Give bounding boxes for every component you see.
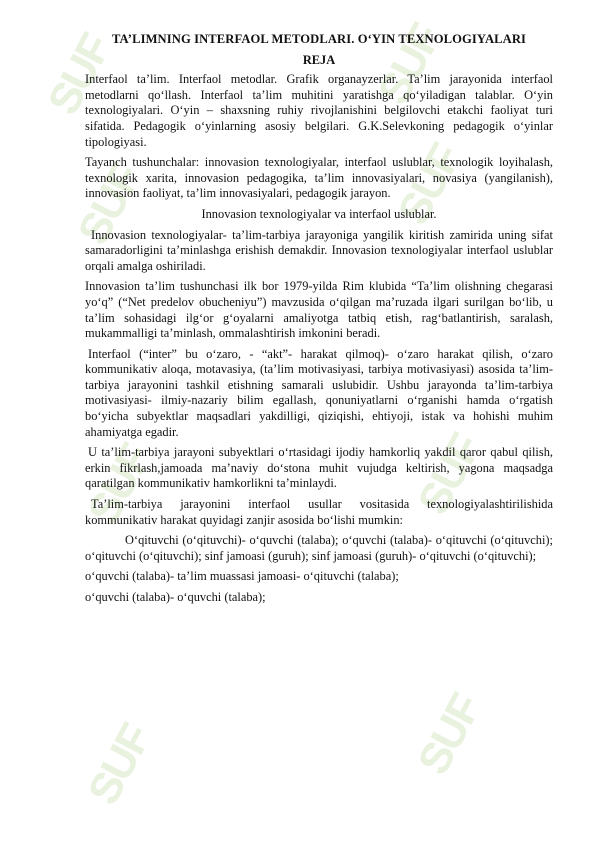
- plan-heading: REJA: [302, 52, 336, 67]
- document-body: [85, 32, 553, 611]
- watermark-logo: SUF: [388, 137, 471, 233]
- body-paragraph: Innovasion texnologiyalar- ta’lim-tarbiya jarayoniga yangilik kiritish zamirida uning sifat samaradorligini ta’minlashga erishish demakdir. Innovasion texnologiyalar interfaol uslublar orqali amalga oshiriladi.: [85, 227, 553, 273]
- chain-paragraph: O‘qituvchi (o‘qituvchi)- o‘quvchi (talaba); o‘quvchi (talaba)- o‘qituvchi (o‘qituvchi); o‘qituvchi (o‘qituvchi); sinf jamoasi (guruh); sinf jamoasi (guruh)- o‘qituvchi (o‘qituvchi);: [85, 533, 553, 563]
- watermark-logo: SUF: [408, 687, 491, 783]
- body-paragraph: Innovasion ta’lim tushunchasi ilk bor 1979-yilda Rim klubida “Ta’lim olishning chegarasi yo‘q” (“Net predelov obucheniyu”) mavzusida o‘qilgan ma’ruzada ilgari surilgan bo‘lib, u ta’lim sohasidagi ilg‘or g‘oyalarni amaliyotga tatbiq etish, rag‘batlantirish, saralash, mukammalligi ta’minlash, ommalashtirish imkonini beradi.: [85, 279, 553, 341]
- body-paragraph: U ta’lim-tarbiya jarayoni subyektlari o‘rtasidagi ijodiy hamkorliq yakdil qaror qabul qilish, erkin fikrlash,jamoada ma’naviy do‘stona muhit vujudga keltirish, yagona maqsadga qaratilgan kommunikativ hamkorlikni ta’minlaydi.: [85, 445, 553, 491]
- section-heading: Innovasion texnologiyalar va interfaol uslublar.: [201, 206, 437, 221]
- watermark-logo: SUF: [368, 17, 451, 113]
- watermark-logo: SUF: [68, 157, 151, 253]
- body-paragraph: Ta’lim-tarbiya jarayonini interfaol usullar vositasida texnologiyalashtirilishida kommunikativ harakat quyidagi zanjir asosida bo‘lishi mumkin:: [85, 497, 553, 527]
- watermark-logo: SUF: [38, 27, 121, 123]
- watermark-logo: SUF: [78, 717, 161, 813]
- chain-line: o‘quvchi (talaba)- o‘quvchi (talaba);: [85, 590, 266, 604]
- watermark-logo: SUF: [78, 437, 161, 533]
- key-concepts-paragraph: Tayanch tushunchalar: innovasion texnologiyalar, interfaol uslublar, texnologik loyihalash, texnologik xarita, innovasion pedagogika, ta’lim innovasiyalari, novasiya (yangilanish), innovasion faoliyat, ta’lim innovasiyalari, pedagogik jarayon.: [85, 155, 553, 201]
- watermark-logo: SUF: [408, 427, 491, 523]
- chain-line: o‘quvchi (talaba)- ta’lim muassasi jamoasi- o‘qituvchi (talaba);: [85, 569, 399, 584]
- page-title: TA’LIMNING INTERFAOL METODLARI. O‘YIN TEXNOLOGIYALARI: [111, 32, 527, 46]
- body-paragraph: Interfaol (“inter” bu o‘zaro, - “akt”- harakat qilmoq)- o‘zaro harakat qilish, o‘zaro kommunikativ aloqa, motavasiya, (ta’lim motivasiyasi, tarbiya motivasiyasi) asosida ta’lim-tarbiya jarayonini tashkil etishning samarali uslubidir. Ushbu jarayonda ta’lim-tarbiya motivasiyasi- ilmiy-nazariy bilim egallash, qonuniyatlarni o‘rganishi hamda o‘rgatish bo‘yicha subyektlar maqsadlari yakdilligi, qiziqishi, ehtiyoji, istak va hohishi muhim ahamiyatga egadir.: [85, 346, 553, 439]
- plan-paragraph: Interfaol ta’lim. Interfaol metodlar. Grafik organayzerlar. Ta’lim jarayonida interfaol metodlarni qo‘llash. Interfaol ta’lim muhitini yaratishga qo‘yiladigan talablar. O‘yin texnologiyalari. O‘yin – shaxsning ruhiy rivojlanishini belgilovchi etakchi faoliyat turi sifatida. Pedagogik o‘yinlarning asosiy belgilari. G.K.Selevkoning pedagogik o‘yinlar tipologiyasi.: [85, 72, 553, 149]
